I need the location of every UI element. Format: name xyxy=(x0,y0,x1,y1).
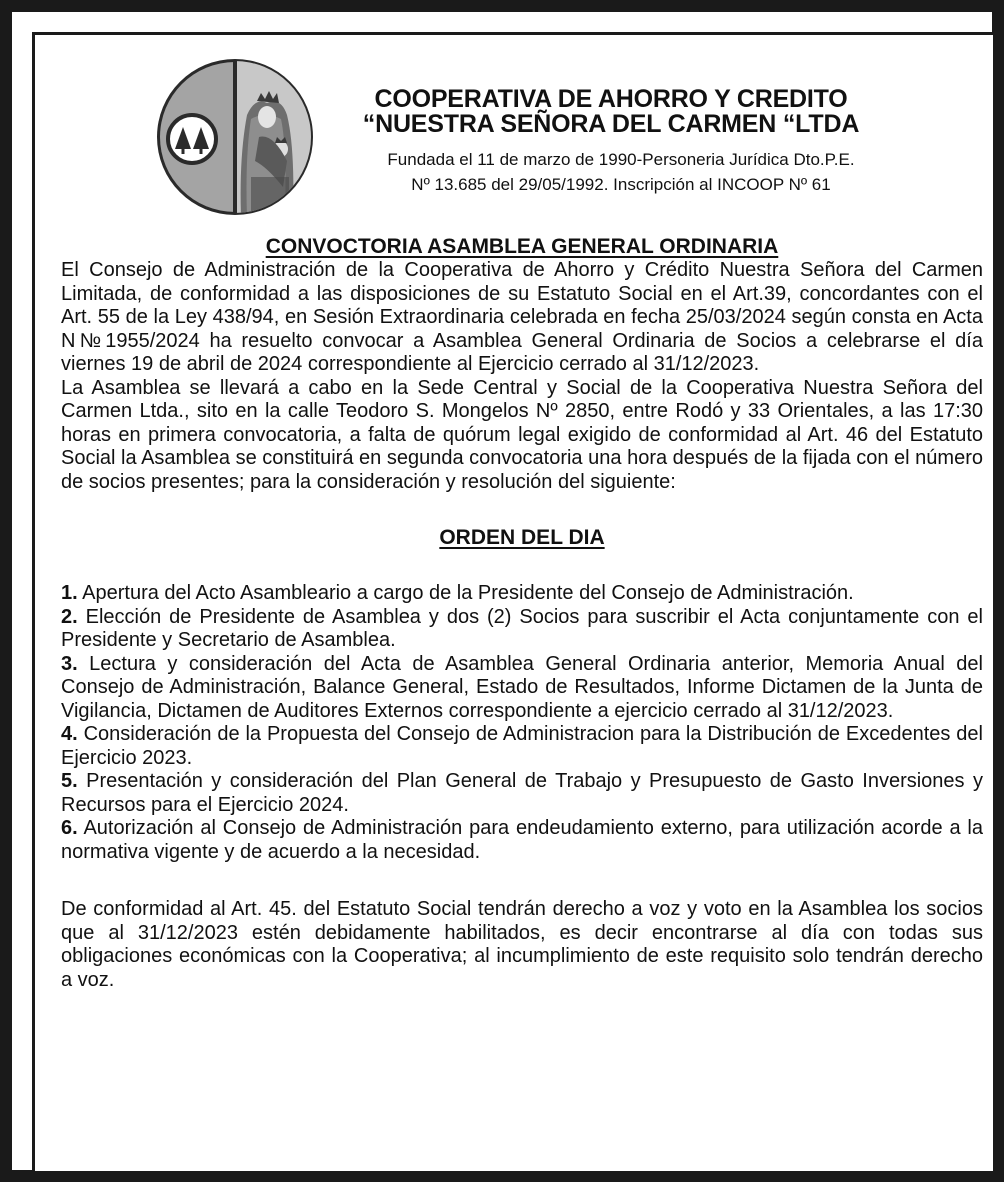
cooperative-name xyxy=(321,87,901,137)
founding-line2: Nº 13.685 del 29/05/1992. Inscripción al INCOOP Nº 61 xyxy=(411,175,831,194)
cooperative-name-line1: COOPERATIVA DE AHORRO Y CREDITO xyxy=(374,85,848,113)
agenda-item-text: Lectura y consideración del Acta de Asamblea General Ordinaria anterior, Memoria Anual del Consejo de Administración, Balance General, Estado de Resultados, Informe Dictamen de la Junta de Vigilancia, Dictamen de Auditores Externos correspondiente a ejercicio cerrado al 31/12/2023. xyxy=(61,652,983,722)
agenda-item xyxy=(61,653,983,724)
agenda-item-number: 2. xyxy=(61,605,78,628)
agenda-item-number: 1. xyxy=(61,582,78,604)
notice-header xyxy=(61,35,983,235)
orden-del-dia-title-text: ORDEN DEL DIA xyxy=(439,526,605,549)
agenda-item-number: 3. xyxy=(61,652,78,675)
cooperative-logo-icon xyxy=(155,57,315,217)
agenda-item xyxy=(61,817,983,864)
convocatoria-paragraph-2: La Asamblea se llevará a cabo en la Sede Central y Social de la Cooperativa Nuestra Señora del Carmen Ltda., sito en la calle Teodoro S. Mongelos Nº 2850, entre Rodó y 33 Orientales, a las 17:30 horas en primera convocatoria, a falta de quórum legal exigido de conformidad al Art. 46 del Estatuto Social la Asamblea se constituirá en segunda convocatoria una hora después de la fijada con el número de socios presentes; para la consideración y resolución del siguiente: xyxy=(61,376,983,493)
founding-info xyxy=(341,147,901,197)
agenda-item-text: Consideración de la Propuesta del Consejo de Administracion para la Distribución de Excedentes del Ejercicio 2023. xyxy=(61,723,983,769)
notice-content xyxy=(61,35,983,1012)
orden-del-dia-list xyxy=(61,582,983,864)
agenda-item xyxy=(61,582,983,606)
cooperative-name-line2: “NUESTRA SEÑORA DEL CARMEN “LTDA xyxy=(362,110,860,138)
convocatoria-title xyxy=(61,235,983,259)
closing-paragraph: De conformidad al Art. 45. del Estatuto Social tendrán derecho a voz y voto en la Asamblea los socios que al 31/12/2023 estén debidamente habilitados, es decir encontrarse al día con todas sus obligaciones económicas con la Cooperativa; al incumplimiento de este requisito solo tendrán derecho a voz. xyxy=(61,898,983,991)
agenda-item-text: Apertura del Acto Asambleario a cargo de la Presidente del Consejo de Administración. xyxy=(77,582,854,604)
agenda-item-text: Autorización al Consejo de Administración para endeudamiento externo, para utilización acorde a la normativa vigente y de acuerdo a la necesidad. xyxy=(61,817,983,863)
agenda-item-number: 6. xyxy=(61,817,78,839)
agenda-item xyxy=(61,723,983,770)
agenda-item-number: 5. xyxy=(61,770,78,792)
agenda-item-text: Presentación y consideración del Plan General de Trabajo y Presupuesto de Gasto Inversiones y Recursos para el Ejercicio 2024. xyxy=(61,770,983,816)
agenda-item xyxy=(61,606,983,653)
convocatoria-title-text: CONVOCTORIA ASAMBLEA GENERAL ORDINARIA xyxy=(265,235,779,258)
agenda-item-number: 4. xyxy=(61,723,78,745)
inner-border xyxy=(32,32,996,1174)
convocatoria-paragraph-1: El Consejo de Administración de la Cooperativa de Ahorro y Crédito Nuestra Señora del Carmen Limitada, de conformidad a las disposiciones de su Estatuto Social en el Art.39, concordantes con el Art. 55 de la Ley 438/94, en Sesión Extraordinaria celebrada en fecha 25/03/2024 según consta en Acta N№1955/2024 ha resuelto convocar a Asamblea General Ordinaria de Socios a celebrarse el día viernes 19 de abril de 2024 correspondiente al Ejercicio cerrado al 31/12/2023. xyxy=(61,259,983,375)
agenda-item xyxy=(61,770,983,817)
orden-del-dia-title xyxy=(61,526,983,550)
agenda-item-text: Elección de Presidente de Asamblea y dos (2) Socios para suscribir el Acta conjuntamente con el Presidente y Secretario de Asamblea. xyxy=(61,605,983,651)
founding-line1: Fundada el 11 de marzo de 1990-Personeria Jurídica Dto.P.E. xyxy=(387,150,855,169)
